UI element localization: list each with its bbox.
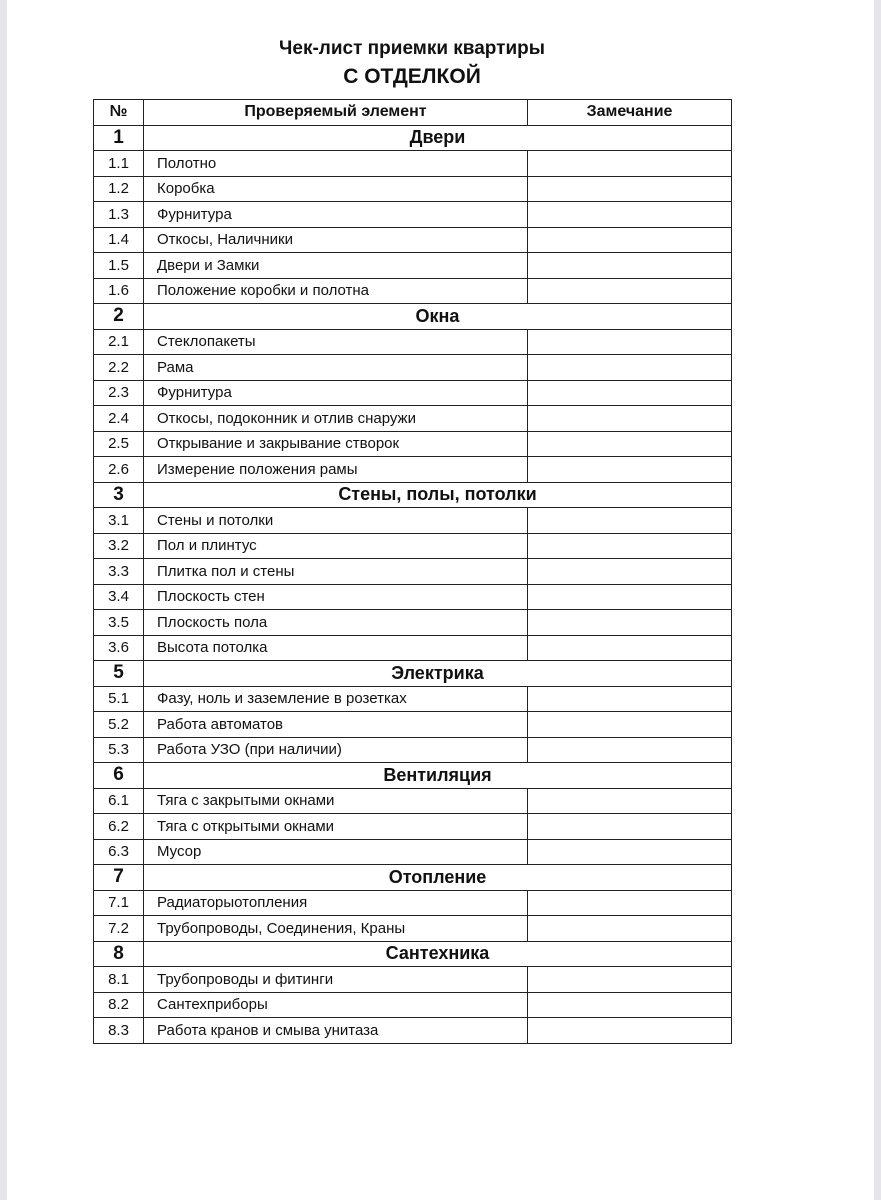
- item-name: Работа автоматов: [144, 712, 528, 738]
- table-row: [94, 967, 732, 993]
- table-row: [94, 916, 732, 942]
- header-element: Проверяемый элемент: [144, 100, 528, 126]
- remark-cell[interactable]: [528, 559, 732, 585]
- item-name: Мусор: [144, 839, 528, 865]
- item-name: Работа кранов и смыва унитаза: [144, 1018, 528, 1044]
- item-number: 2.4: [94, 406, 144, 432]
- item-name: Тяга с открытыми окнами: [144, 814, 528, 840]
- item-number: 2.6: [94, 457, 144, 483]
- item-number: 6.1: [94, 788, 144, 814]
- item-number: 1.2: [94, 176, 144, 202]
- item-number: 8.1: [94, 967, 144, 993]
- table-row: [94, 457, 732, 483]
- table-row: [94, 1018, 732, 1044]
- item-number: 3.3: [94, 559, 144, 585]
- remark-cell[interactable]: [528, 635, 732, 661]
- item-name: Откосы, Наличники: [144, 227, 528, 253]
- document-subtitle: С ОТДЕЛКОЙ: [343, 65, 481, 88]
- remark-cell[interactable]: [528, 737, 732, 763]
- remark-cell[interactable]: [528, 457, 732, 483]
- item-name: Измерение положения рамы: [144, 457, 528, 483]
- section-title: Стены, полы, потолки: [144, 482, 732, 508]
- viewer-right-edge: [874, 0, 881, 1200]
- item-number: 5.3: [94, 737, 144, 763]
- table-row: [94, 635, 732, 661]
- table-row: [94, 380, 732, 406]
- table-row: [94, 584, 732, 610]
- remark-cell[interactable]: [528, 610, 732, 636]
- section-row: [94, 304, 732, 330]
- table-row: [94, 712, 732, 738]
- table-row: [94, 202, 732, 228]
- table-row: [94, 406, 732, 432]
- remark-cell[interactable]: [528, 992, 732, 1018]
- item-number: 1.1: [94, 151, 144, 177]
- remark-cell[interactable]: [528, 202, 732, 228]
- item-name: Плитка пол и стены: [144, 559, 528, 585]
- item-number: 1.6: [94, 278, 144, 304]
- item-number: 5.2: [94, 712, 144, 738]
- viewer-left-edge: [0, 0, 7, 1200]
- item-number: 2.2: [94, 355, 144, 381]
- remark-cell[interactable]: [528, 508, 732, 534]
- section-title: Вентиляция: [144, 763, 732, 789]
- item-number: 8.2: [94, 992, 144, 1018]
- section-number: 8: [94, 941, 144, 967]
- table-row: [94, 355, 732, 381]
- remark-cell[interactable]: [528, 686, 732, 712]
- document-title: Чек-лист приемки квартиры: [279, 38, 545, 59]
- item-name: Стеклопакеты: [144, 329, 528, 355]
- remark-cell[interactable]: [528, 890, 732, 916]
- section-number: 3: [94, 482, 144, 508]
- section-number: 2: [94, 304, 144, 330]
- table-row: [94, 610, 732, 636]
- section-title: Двери: [144, 125, 732, 151]
- remark-cell[interactable]: [528, 916, 732, 942]
- item-number: 2.1: [94, 329, 144, 355]
- table-row: [94, 814, 732, 840]
- section-row: [94, 125, 732, 151]
- item-number: 1.5: [94, 253, 144, 279]
- item-number: 3.2: [94, 533, 144, 559]
- item-number: 3.6: [94, 635, 144, 661]
- item-number: 2.5: [94, 431, 144, 457]
- item-number: 1.3: [94, 202, 144, 228]
- remark-cell[interactable]: [528, 253, 732, 279]
- section-number: 7: [94, 865, 144, 891]
- remark-cell[interactable]: [528, 712, 732, 738]
- item-name: Полотно: [144, 151, 528, 177]
- item-name: Сантехприборы: [144, 992, 528, 1018]
- remark-cell[interactable]: [528, 1018, 732, 1044]
- table-row: [94, 533, 732, 559]
- section-number: 6: [94, 763, 144, 789]
- section-title: Отопление: [144, 865, 732, 891]
- table-row: [94, 151, 732, 177]
- section-number: 1: [94, 125, 144, 151]
- remark-cell[interactable]: [528, 227, 732, 253]
- item-name: Пол и плинтус: [144, 533, 528, 559]
- header-num: №: [94, 100, 144, 126]
- remark-cell[interactable]: [528, 355, 732, 381]
- table-row: [94, 686, 732, 712]
- table-row: [94, 890, 732, 916]
- section-title: Электрика: [144, 661, 732, 687]
- item-name: Рама: [144, 355, 528, 381]
- table-row: [94, 788, 732, 814]
- remark-cell[interactable]: [528, 329, 732, 355]
- table-header-row: [94, 100, 732, 126]
- remark-cell[interactable]: [528, 788, 732, 814]
- item-number: 2.3: [94, 380, 144, 406]
- table-row: [94, 559, 732, 585]
- remark-cell[interactable]: [528, 406, 732, 432]
- table-row: [94, 508, 732, 534]
- remark-cell[interactable]: [528, 151, 732, 177]
- table-row: [94, 992, 732, 1018]
- remark-cell[interactable]: [528, 176, 732, 202]
- section-row: [94, 661, 732, 687]
- table-row: [94, 329, 732, 355]
- item-name: Плоскость пола: [144, 610, 528, 636]
- table-row: [94, 227, 732, 253]
- section-row: [94, 763, 732, 789]
- table-row: [94, 431, 732, 457]
- item-name: Положение коробки и полотна: [144, 278, 528, 304]
- table-row: [94, 176, 732, 202]
- table-row: [94, 839, 732, 865]
- item-name: Трубопроводы, Соединения, Краны: [144, 916, 528, 942]
- item-number: 1.4: [94, 227, 144, 253]
- item-number: 8.3: [94, 1018, 144, 1044]
- section-number: 5: [94, 661, 144, 687]
- item-name: Фурнитура: [144, 380, 528, 406]
- item-number: 3.1: [94, 508, 144, 534]
- section-row: [94, 941, 732, 967]
- item-name: Открывание и закрывание створок: [144, 431, 528, 457]
- remark-cell[interactable]: [528, 967, 732, 993]
- item-number: 3.4: [94, 584, 144, 610]
- item-name: Двери и Замки: [144, 253, 528, 279]
- remark-cell[interactable]: [528, 839, 732, 865]
- item-number: 7.2: [94, 916, 144, 942]
- item-number: 3.5: [94, 610, 144, 636]
- section-title: Окна: [144, 304, 732, 330]
- remark-cell[interactable]: [528, 533, 732, 559]
- item-name: Плоскость стен: [144, 584, 528, 610]
- item-number: 5.1: [94, 686, 144, 712]
- table-row: [94, 278, 732, 304]
- item-name: Фурнитура: [144, 202, 528, 228]
- section-title: Сантехника: [144, 941, 732, 967]
- header-remark: Замечание: [528, 100, 732, 126]
- item-name: Тяга с закрытыми окнами: [144, 788, 528, 814]
- item-number: 6.3: [94, 839, 144, 865]
- item-name: Высота потолка: [144, 635, 528, 661]
- section-row: [94, 865, 732, 891]
- item-name: Работа УЗО (при наличии): [144, 737, 528, 763]
- item-name: Коробка: [144, 176, 528, 202]
- item-name: Фазу, ноль и заземление в розетках: [144, 686, 528, 712]
- item-number: 7.1: [94, 890, 144, 916]
- table-row: [94, 253, 732, 279]
- table-row: [94, 737, 732, 763]
- remark-cell[interactable]: [528, 584, 732, 610]
- section-row: [94, 482, 732, 508]
- remark-cell[interactable]: [528, 278, 732, 304]
- item-name: Стены и потолки: [144, 508, 528, 534]
- item-name: Откосы, подоконник и отлив снаружи: [144, 406, 528, 432]
- remark-cell[interactable]: [528, 814, 732, 840]
- item-number: 6.2: [94, 814, 144, 840]
- checklist-table: [93, 99, 732, 1044]
- item-name: Трубопроводы и фитинги: [144, 967, 528, 993]
- item-name: Радиаторыотопления: [144, 890, 528, 916]
- remark-cell[interactable]: [528, 380, 732, 406]
- remark-cell[interactable]: [528, 431, 732, 457]
